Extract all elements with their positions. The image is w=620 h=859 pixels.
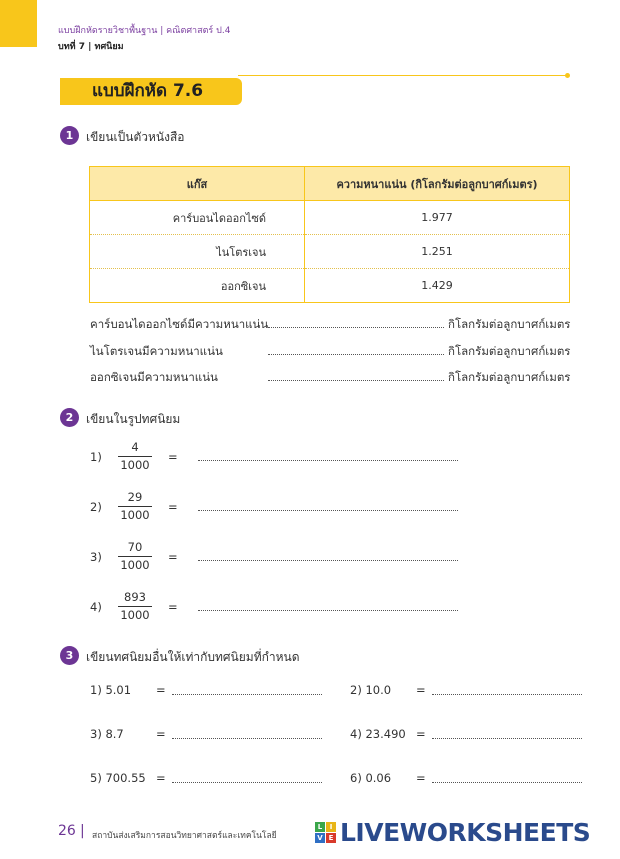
fraction-denominator: 1000 [120,508,150,522]
equals-sign: = [168,550,178,564]
question-1-instruction: เขียนเป็นตัวหนังสือ [86,130,185,144]
fraction-numerator: 70 [127,540,143,554]
density-sentence-unit: กิโลกรัมต่อลูกบาศก์เมตร [448,370,571,384]
answer-blank[interactable] [172,694,322,695]
decimal-item [90,683,330,701]
equals-sign: = [156,683,166,697]
density-value-cell: 1.251 [305,235,570,269]
decimal-item [350,771,590,789]
question-3-number: 3 [60,646,79,665]
density-sentence-label: ไนโตรเจนมีความหนาแน่น [90,344,223,358]
answer-blank[interactable] [172,738,322,739]
decimal-item-label: 6) 0.06 [350,771,392,785]
decimal-item-label: 1) 5.01 [90,683,132,697]
item-index: 3) [90,550,102,564]
answer-blank[interactable] [198,610,458,611]
item-index: 1) [90,450,102,464]
logo-block-e: E [326,833,336,843]
density-sentence-label: ออกซิเจนมีความหนาแน่น [90,370,218,384]
gas-name-cell: ไนโตรเจน [90,235,305,269]
decimal-item [350,683,590,701]
item-index: 2) [90,500,102,514]
density-sentence-unit: กิโลกรัมต่อลูกบาศก์เมตร [448,317,571,331]
answer-blank[interactable] [268,327,444,328]
fraction-denominator: 1000 [120,558,150,572]
decimal-item-label: 2) 10.0 [350,683,392,697]
density-sentence-unit: กิโลกรัมต่อลูกบาศก์เมตร [448,344,571,358]
fraction [118,590,152,623]
density-sentence-label: คาร์บอนไดออกไซด์มีความหนาแน่น [90,317,269,331]
answer-blank[interactable] [432,782,582,783]
equals-sign: = [168,600,178,614]
fraction-bar [118,556,152,557]
decimal-item-label: 5) 700.55 [90,771,146,785]
table-row [90,201,570,235]
density-sentence [90,343,570,359]
logo-block-i: I [326,822,336,832]
table-header-row [90,167,570,201]
logo-block-v: V [315,833,325,843]
equals-sign: = [416,727,426,741]
gas-name-cell: คาร์บอนไดออกไซด์ [90,201,305,235]
fraction-item [90,540,470,576]
fraction-item [90,490,470,526]
exercise-title: แบบฝึกหัด 7.6 [60,78,242,105]
fraction [118,540,152,573]
fraction-numerator: 4 [131,440,139,454]
answer-blank[interactable] [432,694,582,695]
footer-separator: | [80,823,85,839]
equals-sign: = [156,771,166,785]
answer-blank[interactable] [268,380,444,381]
fraction [118,490,152,523]
institution-name: สถาบันส่งเสริมการสอนวิทยาศาสตร์และเทคโนโลยี [92,831,277,841]
question-2-instruction: เขียนในรูปทศนิยม [86,412,181,426]
corner-tab [0,0,37,47]
decimal-item [90,771,330,789]
decimal-item-label: 3) 8.7 [90,727,124,741]
fraction-bar [118,506,152,507]
liveworksheets-logo[interactable]: LIVEWORKSHEETS [340,818,591,847]
decimal-item-label: 4) 23.490 [350,727,406,741]
question-3-instruction: เขียนทศนิยมอื่นให้เท่ากับทศนิยมที่กำหนด [86,650,300,664]
title-rule [238,75,568,76]
table-header-density: ความหนาแน่น (กิโลกรัมต่อลูกบาศก์เมตร) [305,167,570,201]
page-number: 26 [58,823,76,839]
item-index: 4) [90,600,102,614]
fraction-item [90,590,470,626]
logo-block-l: L [315,822,325,832]
answer-blank[interactable] [172,782,322,783]
equals-sign: = [168,500,178,514]
chapter-title: บทที่ 7 | ทศนิยม [58,42,124,52]
answer-blank[interactable] [432,738,582,739]
gas-name-cell: ออกซิเจน [90,269,305,303]
question-1-number: 1 [60,126,79,145]
fraction-item [90,440,470,476]
fraction-bar [118,456,152,457]
book-title: แบบฝึกหัดรายวิชาพื้นฐาน | คณิตศาสตร์ ป.4 [58,26,231,36]
fraction-denominator: 1000 [120,608,150,622]
equals-sign: = [416,683,426,697]
fraction-numerator: 893 [124,590,146,604]
table-row [90,235,570,269]
equals-sign: = [168,450,178,464]
decimal-item [350,727,590,745]
density-sentence [90,316,570,332]
fraction [118,440,152,473]
density-value-cell: 1.977 [305,201,570,235]
table-row [90,269,570,303]
fraction-denominator: 1000 [120,458,150,472]
answer-blank[interactable] [198,560,458,561]
answer-blank[interactable] [198,510,458,511]
title-rule-dot [565,73,570,78]
fraction-bar [118,606,152,607]
answer-blank[interactable] [268,354,444,355]
decimal-item [90,727,330,745]
fraction-numerator: 29 [127,490,143,504]
table-header-gas: แก๊ส [90,167,305,201]
liveworksheets-logo-icon [315,822,337,844]
equals-sign: = [416,771,426,785]
equals-sign: = [156,727,166,741]
question-2-number: 2 [60,408,79,427]
density-value-cell: 1.429 [305,269,570,303]
density-sentence [90,369,570,385]
density-table [89,166,570,303]
answer-blank[interactable] [198,460,458,461]
